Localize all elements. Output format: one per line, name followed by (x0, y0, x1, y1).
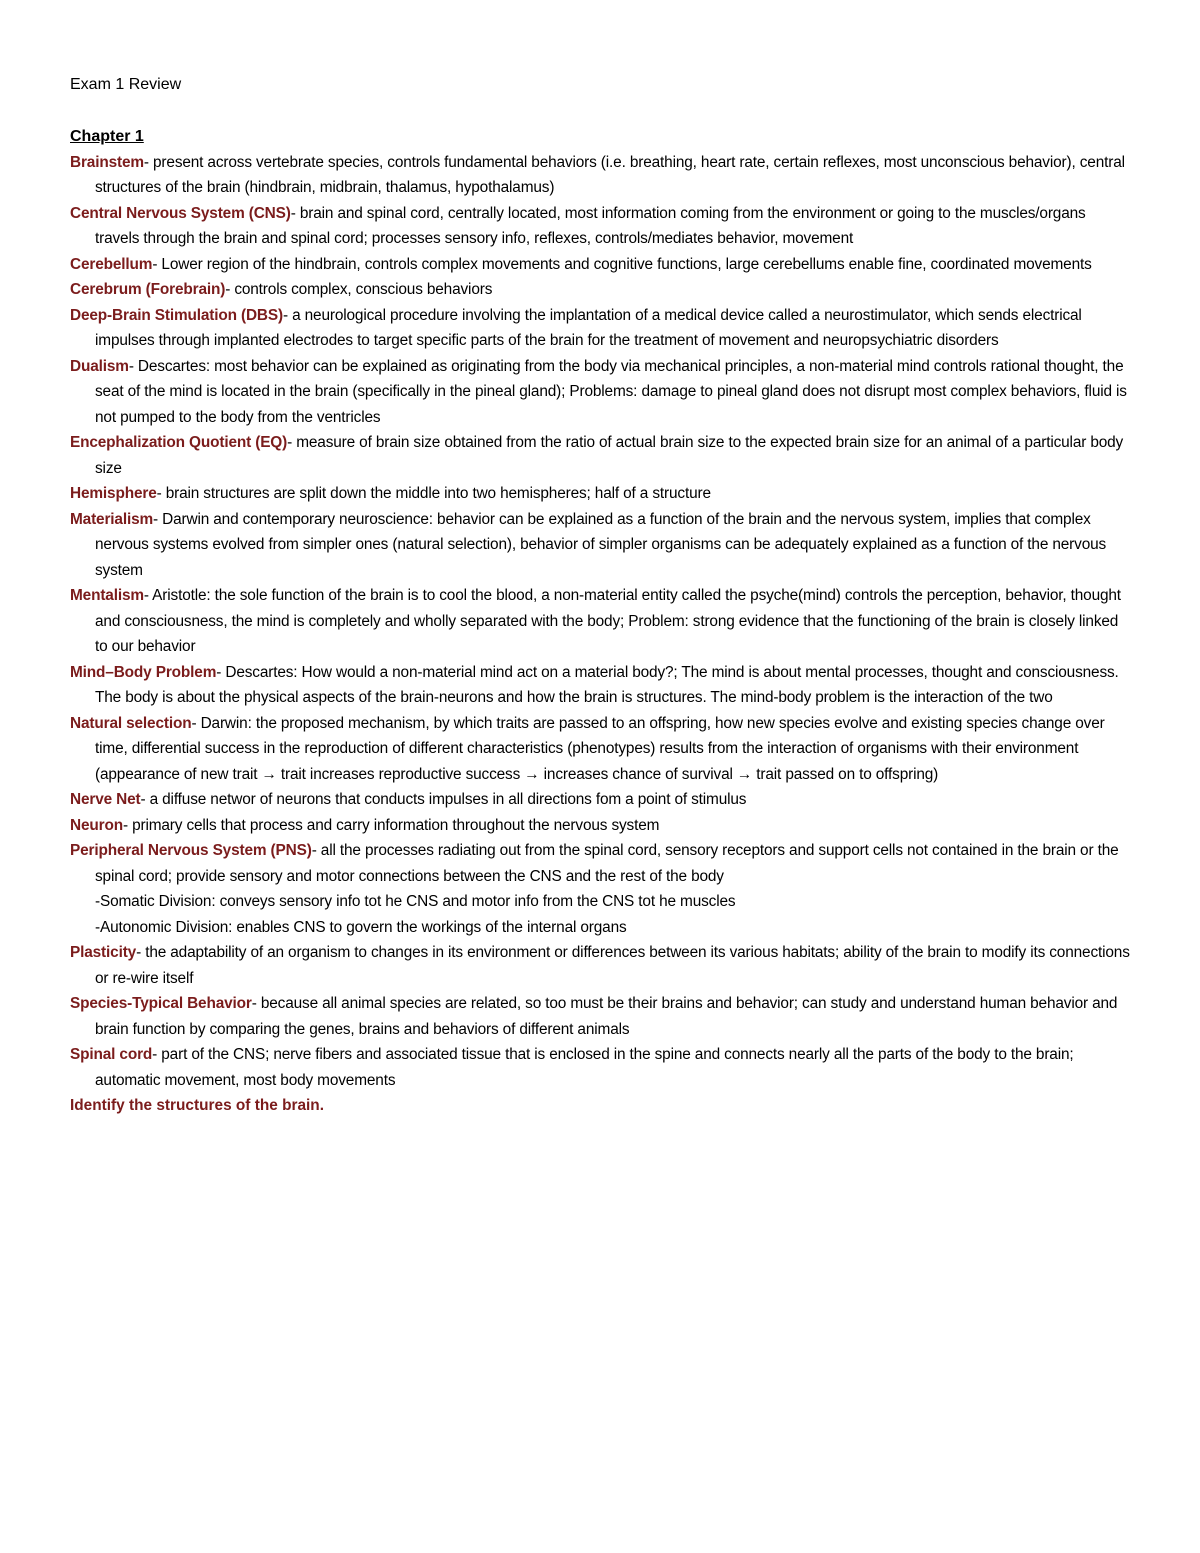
glossary-entry-mentalism (70, 583, 1132, 660)
definition: - present across vertebrate species, controls fundamental behaviors (i.e. breathing, heart rate, certain reflexes, most unconscious behavior), central structures of the brain (hindbrain, midbrain, thalamus, hypothalamus) (95, 153, 1125, 196)
term: Deep-Brain Stimulation (DBS) (70, 306, 283, 324)
term: Species-Typical Behavior (70, 995, 252, 1012)
definition: - Descartes: How would a non-material mind act on a material body?; The mind is about mental processes, thought and consciousness. The body is about the physical aspects of the brain-neurons and how the brain is structures. The mind-body problem is the interaction of the two (95, 663, 1119, 706)
arrow-right-icon: → (524, 765, 540, 783)
document-title: Exam 1 Review (70, 76, 182, 93)
definition: - measure of brain size obtained from the ratio of actual brain size to the expected brain size for an animal of a particular body size (95, 434, 1124, 477)
term: Neuron (70, 816, 123, 834)
definition: - a neurological procedure involving the implantation of a medical device called a neurostimulator, which sends electrical impulses through implanted electrodes to target specific parts of the brain for the treatment of movement and neuropsychiatric disorders (95, 306, 1082, 349)
glossary-entry-cns (70, 201, 1132, 252)
definition: - because all animal species are related, so too must be their brains and behavior; can study and understand human behavior and brain function by comparing the genes, brains and behaviors of different animals (95, 995, 1118, 1038)
term: Dualism (70, 357, 129, 375)
arrow-right-icon: → (261, 765, 277, 783)
term: Spinal cord (70, 1046, 153, 1063)
sub-point-somatic-division: -Somatic Division: conveys sensory info tot he CNS and motor info from the CNS tot he muscles (95, 893, 736, 910)
definition: - controls complex, conscious behaviors (225, 281, 493, 298)
term: Mentalism (70, 587, 144, 604)
term: Encephalization Quotient (EQ) (70, 434, 288, 451)
glossary-entry-spinal-cord (70, 1042, 1132, 1093)
arrow-right-icon: → (736, 765, 753, 783)
glossary-entry-nerve-net (70, 787, 1132, 813)
glossary-list (70, 150, 1132, 1094)
term: Plasticity (70, 944, 137, 961)
glossary-entry-eq (70, 430, 1132, 481)
glossary-entry-cerebrum (70, 277, 1132, 303)
glossary-entry-hemisphere (70, 481, 1132, 507)
term: Hemisphere (70, 485, 157, 502)
definition: - brain and spinal cord, centrally located, most information coming from the environment or going to the muscles/organs travels through the brain and spinal cord; processes sensory info, reflexes, controls/mediates behavior, movement (95, 204, 1086, 247)
glossary-entry-natural-selection (70, 711, 1132, 788)
glossary-entry-neuron (70, 813, 1132, 839)
sub-point-autonomic-division: -Autonomic Division: enables CNS to govern the workings of the internal organs (95, 918, 627, 936)
chapter-heading: Chapter 1 (70, 128, 144, 145)
term: Peripheral Nervous System (PNS) (70, 842, 312, 859)
glossary-entry-materialism (70, 507, 1132, 584)
glossary-entry-brainstem (70, 150, 1132, 201)
definition: - Aristotle: the sole function of the brain is to cool the blood, a non-material entity called the psyche(mind) controls the perception, behavior, thought and consciousness, the mind is completely and wholly separated with the body; Problem: strong evidence that the functioning of the brain is closely linked to our behavior (95, 587, 1121, 655)
term: Cerebellum (70, 255, 153, 273)
definition-continued: increases chance of survival (539, 765, 737, 783)
glossary-entry-species-typical-behavior (70, 991, 1132, 1042)
definition: - primary cells that process and carry information throughout the nervous system (122, 816, 660, 834)
definition: - part of the CNS; nerve fibers and associated tissue that is enclosed in the spine and connects nearly all the parts of the body to the brain; automatic movement, most body movements (95, 1046, 1074, 1089)
task-instruction: Identify the structures of the brain. (70, 1097, 324, 1114)
definition: - the adaptability of an organism to changes in its environment or differences between its various habitats; ability of the brain to modify its connections or re-wire itself (95, 944, 1130, 987)
definition: - Descartes: most behavior can be explained as originating from the body via mechanical principles, a non-material mind controls rational thought, the seat of the mind is located in the brain (specifically in the pineal gland); Problems: damage to pineal gland does not disrupt most complex behaviors, fluid is not pumped to the body from the ventricles (95, 357, 1127, 426)
definition: - a diffuse networ of neurons that conducts impulses in all directions fom a point of stimulus (140, 791, 747, 808)
definition: - Darwin and contemporary neuroscience: behavior can be explained as a function of the brain and the nervous system, implies that complex nervous systems evolved from simpler ones (natural selection), behavior of simpler organisms can be adequately explained as a function of the nervous system (95, 510, 1107, 579)
glossary-entry-dbs (70, 303, 1132, 354)
document-page (70, 74, 1132, 1119)
glossary-entry-plasticity (70, 940, 1132, 991)
definition: - all the processes radiating out from the spinal cord, sensory receptors and support cells not contained in the brain or the spinal cord; provide sensory and motor connections between the CNS and the rest of the body (95, 842, 1119, 885)
glossary-entry-dualism (70, 354, 1132, 431)
term: Natural selection (70, 714, 192, 732)
definition-continued: trait increases reproductive success (276, 765, 525, 783)
term: Materialism (70, 510, 154, 528)
term: Brainstem (70, 153, 144, 171)
term: Central Nervous System (CNS) (70, 204, 291, 222)
glossary-entry-cerebellum (70, 252, 1132, 278)
term: Nerve Net (70, 791, 141, 808)
definition: - brain structures are split down the middle into two hemispheres; half of a structure (156, 485, 711, 502)
glossary-entry-pns (70, 838, 1132, 940)
term: Mind–Body Problem (70, 663, 217, 681)
glossary-entry-mind-body-problem (70, 660, 1132, 711)
definition: - Darwin: the proposed mechanism, by which traits are passed to an offspring, how new species evolve and existing species change over time, differential success in the reproduction of different characteristics (phenotypes) results from the interaction of organisms with their environment (appearance of new trait (95, 714, 1105, 783)
definition-continued: trait passed on to offspring) (752, 765, 939, 783)
term: Cerebrum (Forebrain) (70, 281, 226, 298)
definition: - Lower region of the hindbrain, controls complex movements and cognitive functions, large cerebellums enable fine, coordinated movements (152, 255, 1092, 273)
